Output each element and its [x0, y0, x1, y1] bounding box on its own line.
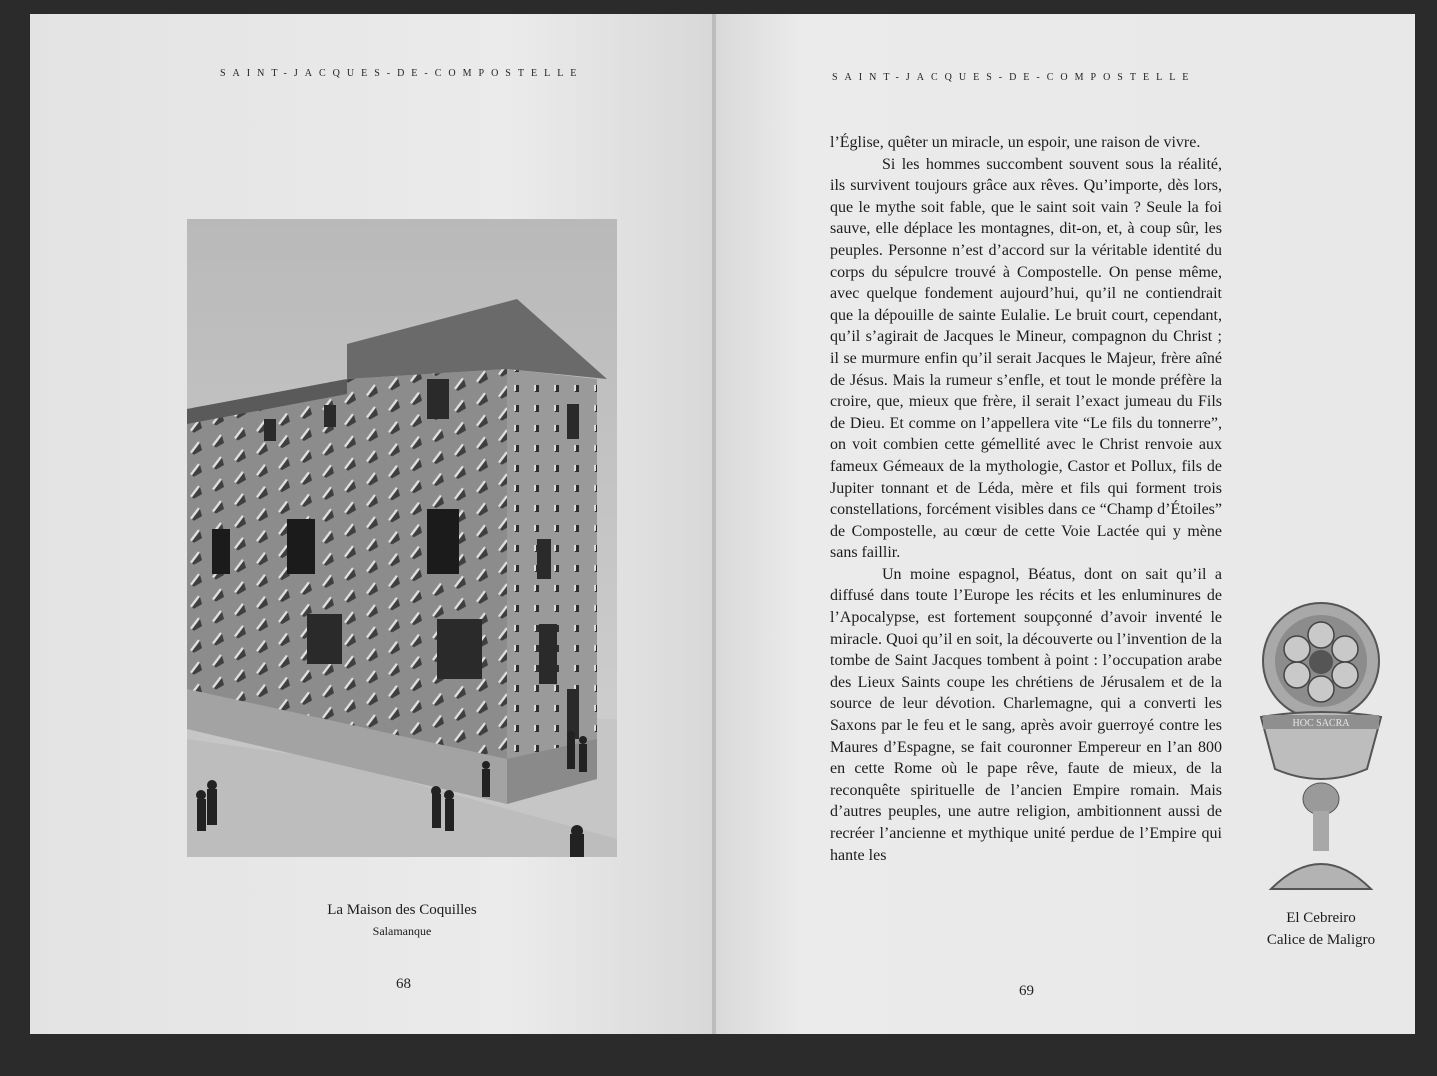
chalice-illustration	[1241, 599, 1401, 899]
building-photo	[187, 219, 617, 857]
paragraph-1: l’Église, quêter un miracle, un espoir, une raison de vivre.	[830, 134, 1201, 151]
left-page	[30, 14, 714, 1034]
page-number-right: 69	[1019, 983, 1034, 999]
chalice-caption-line1: El Cebreiro	[1286, 910, 1356, 926]
book-spread	[30, 14, 1415, 1034]
photo-caption-title: La Maison des Coquilles	[327, 902, 477, 918]
casa-de-las-conchas-image	[187, 219, 617, 857]
chalice-caption	[1241, 907, 1401, 951]
chalice-caption-line2: Calice de Maligro	[1266, 932, 1376, 948]
chalice-inscription: HOC SACRA	[1292, 718, 1350, 729]
running-head-right: SAINT-JACQUES-DE-COMPOSTELLE	[832, 72, 1196, 83]
running-head-left: SAINT-JACQUES-DE-COMPOSTELLE	[220, 68, 584, 79]
body-text	[830, 132, 1222, 866]
photo-caption-place: Salamanque	[372, 924, 432, 938]
paragraph-2: Si les hommes succombent souvent sous la réalité, ils survivent toujours grâce aux rêves. Qu’importe, dès lors, que le mythe soit fable, que le saint soit vain ? Seule la foi sauve, elle déplace les montagnes, dit-on, et, à coup sûr, les peuples. Personne n’est d’accord sur la véritable identité du corps du sépulcre trouvé à Compostelle. On pense même, avec quelque fondement aujourd’hui, qu’il ne contiendrait que la dépouille de sainte Eulalie. Le bruit court, cependant, qu’il s’agirait de Jacques le Mineur, compagnon du Christ ; il se murmure enfin qu’il serait Jacques le Majeur, frère aîné de Jésus. Mais la rumeur s’enfle, et tout le monde préfère la croire, que, mieux que frère, il serait l’exact jumeau du Fils de Dieu. Et comme on l’appellera vite “Le fils du tonnerre”, on voit combien cette gémellité avec le Christ renvoie aux fameux Gémeaux de la mythologie, Castor et Pollux, fils de Jupiter tonnant et de Léda, mère et fils qui forment trois constellations, forcément visibles dans ce “Champ d’Étoiles” de Compostelle, au cœur de cette Voie Lactée qui y mène sans faillir.	[830, 155, 1222, 562]
page-number-left: 68	[396, 976, 411, 992]
paragraph-3: Un moine espagnol, Béatus, dont on sait qu’il a diffusé dans toute l’Europe les récits et les enluminures de l’Apocalypse, est fortement soupçonné d’avoir inventé le miracle. Quoi qu’il en soit, la découverte ou l’invention de la tombe de Saint Jacques tombent à point : l’occupation arabe des Lieux Saints coupe les chrétiens de Jérusalem et de la source de leur dévotion. Charlemagne, qui a converti les Saxons par le feu et le sang, après avoir guerroyé contre les Maures d’Espagne, se fait couronner Empereur en l’an 800 en cette Rome où le pape rêve, faute de mieux, de la reconquête spirituelle de l’ancien Empire romain. Mais d’autres peuples, une autre religion, ambitionnent aussi de recréer l’ancienne et mythique unité perdue de l’Empire qui hante les	[830, 565, 1222, 864]
right-page	[716, 14, 1415, 1034]
